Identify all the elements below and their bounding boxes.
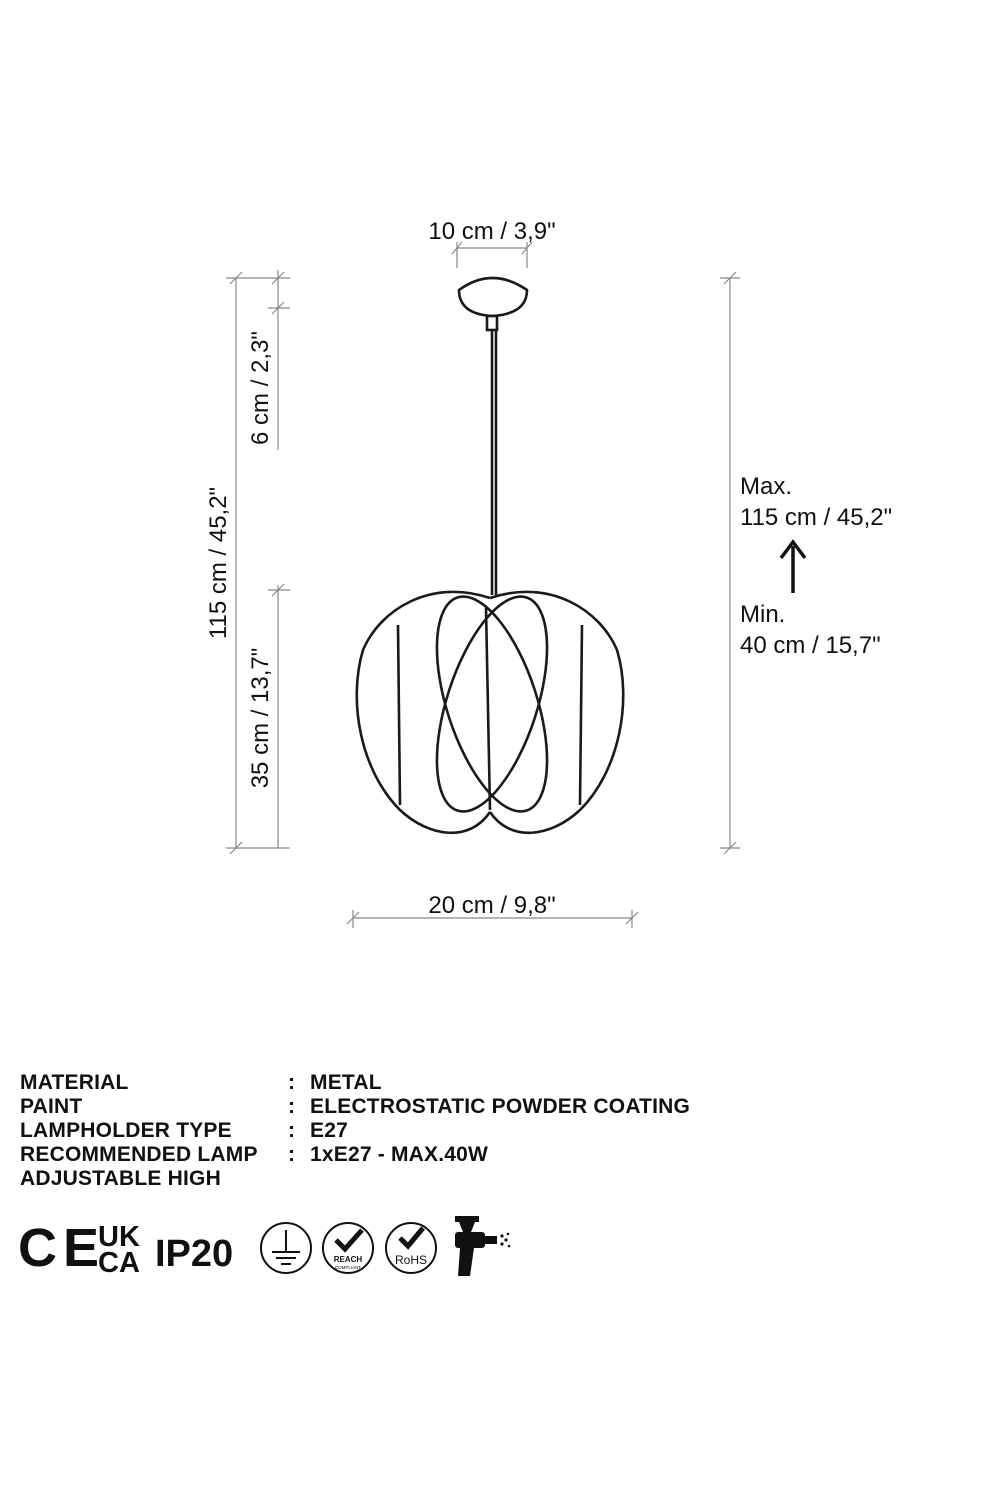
canopy-shape — [459, 278, 527, 316]
shade-center-ring-a — [415, 584, 570, 825]
spray-gun-icon — [455, 1216, 510, 1276]
bottom-width-label: 20 cm / 9,8" — [428, 892, 556, 919]
canopy-height-dimension — [247, 270, 290, 450]
ukca-mark-icon — [98, 1221, 140, 1279]
adjust-max-value: 115 cm / 45,2" — [740, 504, 893, 531]
rohs-check-icon — [386, 1223, 436, 1273]
spec-row-lampholder — [20, 1119, 980, 1143]
shade-height-label: 35 cm / 13,7" — [247, 647, 274, 789]
adjust-max-label: Max. — [740, 473, 793, 500]
pendant-lamp-drawing — [357, 278, 623, 833]
shade-center-ring-b — [415, 584, 570, 825]
cord-socket — [487, 316, 497, 330]
spec-label: RECOMMENDED LAMP — [20, 1143, 258, 1166]
spec-row-recommended-lamp — [20, 1143, 980, 1167]
reach-sub-text: COMPLIANT — [334, 1265, 362, 1270]
total-height-label: 115 cm / 45,2" — [205, 486, 232, 640]
earth-ground-icon — [261, 1223, 311, 1273]
shade-height-dimension — [247, 584, 290, 848]
shade-right-loop — [490, 592, 623, 833]
adjust-min-value: 40 cm / 15,7" — [740, 632, 881, 659]
reach-text: REACH — [333, 1255, 363, 1264]
specification-list — [20, 1071, 980, 1191]
spec-label: LAMPHOLDER TYPE — [20, 1119, 232, 1142]
adjustable-height-dimension — [720, 272, 892, 854]
top-width-dimension — [428, 218, 555, 268]
spec-value: 1xE27 - MAX.40W — [310, 1143, 489, 1166]
ukca-bottom-text: CA — [98, 1247, 140, 1279]
ce-mark-text: CE — [18, 1218, 106, 1278]
spec-value: ELECTROSTATIC POWDER COATING — [310, 1095, 691, 1118]
ce-mark-icon — [18, 1218, 105, 1278]
top-width-label: 10 cm / 3,9" — [428, 218, 556, 245]
spec-label: MATERIAL — [20, 1071, 129, 1094]
certification-icons — [18, 1214, 538, 1284]
spec-row-adjustable — [20, 1167, 980, 1191]
spec-colon: : — [288, 1143, 296, 1166]
ip-rating-text: IP20 — [155, 1233, 234, 1275]
spec-value: E27 — [310, 1119, 348, 1142]
adjust-min-label: Min. — [740, 601, 786, 628]
spec-colon — [221, 1167, 243, 1191]
reach-check-icon — [323, 1223, 373, 1273]
spec-colon: : — [288, 1095, 296, 1118]
spec-value: METAL — [310, 1071, 382, 1094]
spec-row-paint — [20, 1095, 980, 1119]
spec-label: PAINT — [20, 1095, 83, 1118]
bottom-width-dimension — [347, 892, 638, 928]
spec-colon: : — [288, 1119, 296, 1142]
spec-row-material — [20, 1071, 980, 1095]
shade-left-loop — [357, 592, 490, 833]
arrow-up-icon — [781, 542, 805, 593]
canopy-height-label: 6 cm / 2,3" — [247, 331, 274, 445]
spec-label: ADJUSTABLE HIGH — [20, 1167, 221, 1190]
rohs-text: RoHS — [394, 1253, 428, 1267]
spec-colon: : — [288, 1071, 296, 1094]
ukca-top-text: UK — [98, 1221, 140, 1253]
